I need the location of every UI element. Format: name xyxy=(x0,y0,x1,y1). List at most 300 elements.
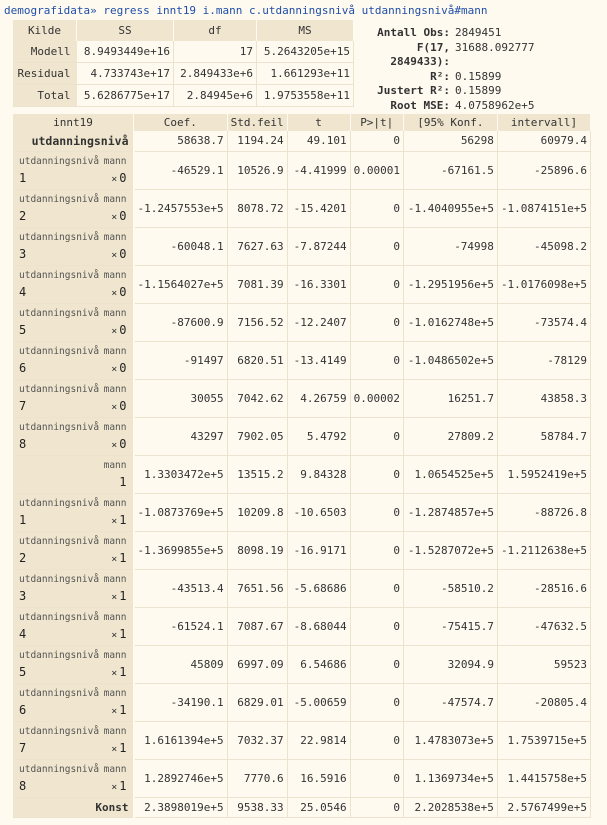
interaction-var1-level: 1 xyxy=(19,512,27,527)
prompt-arrow: » xyxy=(90,4,97,17)
ci-high-value: -1.0176098e+5 xyxy=(497,265,590,303)
command-text: regress innt19 i.mann c.utdanningsnivå utdanningsnivå#mann xyxy=(103,4,488,17)
coef-row xyxy=(13,607,591,645)
interaction-var1-name: utdanningsnivå xyxy=(19,307,100,319)
ci-high-value: -20805.4 xyxy=(497,683,590,721)
times-sign: × xyxy=(111,515,118,527)
interaction-var2-level xyxy=(111,361,126,375)
interaction-var1-level: 8 xyxy=(19,436,27,451)
coef-row-label xyxy=(13,569,134,607)
interaction-var1-name: utdanningsnivå xyxy=(19,611,100,623)
variable-name: utdanningsnivå xyxy=(31,133,129,148)
ci-low-value: 1.4783073e+5 xyxy=(403,721,497,759)
coef-row xyxy=(13,131,591,151)
p-value: 0 xyxy=(350,189,403,227)
p-value: 0 xyxy=(350,493,403,531)
ci-low-value: -75415.7 xyxy=(403,607,497,645)
p-value: 0 xyxy=(350,607,403,645)
std-error-value: 7081.39 xyxy=(227,265,287,303)
t-value: 9.84328 xyxy=(287,455,350,493)
interaction-var2-level-text: 0 xyxy=(119,360,127,375)
interaction-var2-name: mann xyxy=(103,763,127,775)
t-value: 25.0546 xyxy=(287,797,350,817)
ci-low-value: -1.4040955e+5 xyxy=(403,189,497,227)
times-sign: × xyxy=(111,553,118,565)
std-error-value: 10526.9 xyxy=(227,151,287,189)
t-value: 22.9814 xyxy=(287,721,350,759)
interaction-var1-name: utdanningsnivå xyxy=(19,763,100,775)
coef-row xyxy=(13,493,591,531)
anova-row-label: Modell xyxy=(13,41,77,63)
ci-high-value: 58784.7 xyxy=(497,417,590,455)
t-value: -15.4201 xyxy=(287,189,350,227)
coef-value: -1.0873769e+5 xyxy=(134,493,228,531)
ci-low-value: 16251.7 xyxy=(403,379,497,417)
p-value: 0 xyxy=(350,131,403,151)
anova-ms: 1.9753558e+11 xyxy=(257,85,354,107)
interaction-var1-level: 3 xyxy=(19,588,27,603)
t-value: 49.101 xyxy=(287,131,350,151)
interaction-var1-name: utdanningsnivå xyxy=(19,421,100,433)
p-value: 0 xyxy=(350,683,403,721)
t-value: -12.2407 xyxy=(287,303,350,341)
coef-value: -91497 xyxy=(134,341,228,379)
ci-high-value: 1.5952419e+5 xyxy=(497,455,590,493)
coef-row xyxy=(13,303,591,341)
coef-row-label xyxy=(13,379,134,417)
interaction-var2-level xyxy=(111,551,126,565)
anova-ss: 8.9493449e+16 xyxy=(77,41,174,63)
ci-low-value: -1.2951956e+5 xyxy=(403,265,497,303)
std-error-value: 7902.05 xyxy=(227,417,287,455)
interaction-var2-level-text: 1 xyxy=(119,778,127,793)
stat-value: 0.15899 xyxy=(455,69,502,83)
p-value: 0 xyxy=(350,455,403,493)
interaction-var2-level xyxy=(111,779,126,793)
interaction-var2-name: mann xyxy=(103,535,127,547)
interaction-var1-level: 3 xyxy=(19,246,27,261)
std-error-value: 7627.63 xyxy=(227,227,287,265)
p-value: 0 xyxy=(350,341,403,379)
coef-row-label xyxy=(13,721,134,759)
coef-row xyxy=(13,455,591,493)
anova-row-label: Total xyxy=(13,85,77,107)
ci-high-value: 60979.4 xyxy=(497,131,590,151)
prompt-label: demografidata xyxy=(4,4,91,17)
interaction-var1-name: utdanningsnivå xyxy=(19,231,100,243)
t-value: 6.54686 xyxy=(287,645,350,683)
p-value: 0 xyxy=(350,569,403,607)
std-error-value: 6997.09 xyxy=(227,645,287,683)
coef-header-ci-high: intervall] xyxy=(497,114,590,131)
coef-row-label xyxy=(13,645,134,683)
ci-high-value: 1.7539715e+5 xyxy=(497,721,590,759)
interaction-var2-name: mann xyxy=(103,383,127,395)
ci-low-value: 56298 xyxy=(403,131,497,151)
command-line xyxy=(4,4,487,18)
ci-high-value: -45098.2 xyxy=(497,227,590,265)
ci-high-value: -47632.5 xyxy=(497,607,590,645)
ci-low-value: 2.2028538e+5 xyxy=(403,797,497,817)
anova-df: 2.849433e+6 xyxy=(174,63,257,85)
interaction-var2-level xyxy=(111,323,126,337)
anova-df: 2.84945e+6 xyxy=(174,85,257,107)
coef-value: -1.2457553e+5 xyxy=(134,189,228,227)
ci-low-value: 27809.2 xyxy=(403,417,497,455)
ci-high-value: -25896.6 xyxy=(497,151,590,189)
times-sign: × xyxy=(111,173,118,185)
coef-row-label xyxy=(13,417,134,455)
t-value: -16.9171 xyxy=(287,531,350,569)
factor-variable-name: mann xyxy=(103,459,127,471)
t-value: -8.68044 xyxy=(287,607,350,645)
coef-row-label xyxy=(13,131,134,151)
t-value: -4.41999 xyxy=(287,151,350,189)
t-value: -10.6503 xyxy=(287,493,350,531)
anova-ss: 4.733743e+17 xyxy=(77,63,174,85)
interaction-var2-level xyxy=(111,437,126,451)
interaction-var1-level: 7 xyxy=(19,740,27,755)
interaction-var2-name: mann xyxy=(103,155,127,167)
interaction-var2-level-text: 1 xyxy=(119,550,127,565)
interaction-var2-level xyxy=(111,285,126,299)
fit-statistics xyxy=(358,26,534,113)
ci-low-value: -47574.7 xyxy=(403,683,497,721)
interaction-var2-level-text: 1 xyxy=(119,512,127,527)
p-value: 0 xyxy=(350,265,403,303)
interaction-var1-level: 5 xyxy=(19,664,27,679)
coef-row-label xyxy=(13,607,134,645)
times-sign: × xyxy=(111,401,118,413)
ci-high-value: -78129 xyxy=(497,341,590,379)
coef-row xyxy=(13,721,591,759)
p-value: 0 xyxy=(350,645,403,683)
coef-value: 45809 xyxy=(134,645,228,683)
anova-header-df: df xyxy=(174,20,257,41)
interaction-var1-name: utdanningsnivå xyxy=(19,573,100,585)
interaction-var1-name: utdanningsnivå xyxy=(19,269,100,281)
anova-row xyxy=(13,41,354,63)
coef-row-label xyxy=(13,531,134,569)
t-value: 16.5916 xyxy=(287,759,350,797)
times-sign: × xyxy=(111,591,118,603)
std-error-value: 1194.24 xyxy=(227,131,287,151)
stat-value: 4.0758962e+5 xyxy=(455,98,535,112)
std-error-value: 7042.62 xyxy=(227,379,287,417)
p-value: 0 xyxy=(350,759,403,797)
interaction-var2-level xyxy=(111,399,126,413)
interaction-var1-level: 6 xyxy=(19,702,27,717)
coef-value: -43513.4 xyxy=(134,569,228,607)
anova-row-label: Residual xyxy=(13,63,77,85)
std-error-value: 7032.37 xyxy=(227,721,287,759)
interaction-var2-level xyxy=(111,665,126,679)
interaction-var2-name: mann xyxy=(103,611,127,623)
ci-low-value: -1.0486502e+5 xyxy=(403,341,497,379)
interaction-var2-level xyxy=(111,171,126,185)
interaction-var2-level-text: 1 xyxy=(119,588,127,603)
stat-key: Root MSE: xyxy=(390,98,450,112)
ci-low-value: -74998 xyxy=(403,227,497,265)
ci-high-value: 59523 xyxy=(497,645,590,683)
anova-df: 17 xyxy=(174,41,257,63)
times-sign: × xyxy=(111,439,118,451)
coef-row xyxy=(13,227,591,265)
coef-value: 43297 xyxy=(134,417,228,455)
ci-low-value: -67161.5 xyxy=(403,151,497,189)
coef-value: -46529.1 xyxy=(134,151,228,189)
interaction-var2-name: mann xyxy=(103,725,127,737)
coef-value: 58638.7 xyxy=(134,131,228,151)
coef-row xyxy=(13,531,591,569)
ci-high-value: 1.4415758e+5 xyxy=(497,759,590,797)
coef-value: -1.3699855e+5 xyxy=(134,531,228,569)
stat-value: 0.15899 xyxy=(455,84,502,97)
interaction-var2-name: mann xyxy=(103,421,127,433)
coef-row xyxy=(13,759,591,797)
t-value: -7.87244 xyxy=(287,227,350,265)
coef-header-se: Std.feil xyxy=(227,114,287,131)
stat-key: R²: xyxy=(430,69,450,83)
coef-row-label xyxy=(13,151,134,189)
std-error-value: 13515.2 xyxy=(227,455,287,493)
coef-row-label xyxy=(13,455,134,493)
std-error-value: 7651.56 xyxy=(227,569,287,607)
p-value: 0 xyxy=(350,721,403,759)
times-sign: × xyxy=(111,781,118,793)
std-error-value: 7087.67 xyxy=(227,607,287,645)
p-value: 0 xyxy=(350,303,403,341)
coef-value: 1.6161394e+5 xyxy=(134,721,228,759)
coef-row-label xyxy=(13,797,134,817)
p-value: 0 xyxy=(350,417,403,455)
coef-row-label xyxy=(13,265,134,303)
ci-low-value: -1.5287072e+5 xyxy=(403,531,497,569)
interaction-var2-name: mann xyxy=(103,193,127,205)
interaction-var1-name: utdanningsnivå xyxy=(19,687,100,699)
p-value: 0 xyxy=(350,797,403,817)
anova-ss: 5.6286775e+17 xyxy=(77,85,174,107)
times-sign: × xyxy=(111,211,118,223)
interaction-var2-level xyxy=(111,589,126,603)
times-sign: × xyxy=(111,743,118,755)
coef-row xyxy=(13,569,591,607)
std-error-value: 7770.6 xyxy=(227,759,287,797)
interaction-var2-name: mann xyxy=(103,649,127,661)
interaction-var2-name: mann xyxy=(103,269,127,281)
stat-value: 31688.092777 xyxy=(455,40,535,54)
coef-value: 1.3303472e+5 xyxy=(134,455,228,493)
interaction-var2-name: mann xyxy=(103,345,127,357)
interaction-var2-level xyxy=(111,209,126,223)
ci-low-value: 32094.9 xyxy=(403,645,497,683)
coef-row-label xyxy=(13,341,134,379)
anova-ms: 1.661293e+11 xyxy=(257,63,354,85)
coef-row xyxy=(13,341,591,379)
interaction-var2-level-text: 0 xyxy=(119,170,127,185)
interaction-var1-level: 2 xyxy=(19,550,27,565)
stat-key: Justert R²: xyxy=(377,84,450,97)
coef-value: -1.1564027e+5 xyxy=(134,265,228,303)
interaction-var2-level xyxy=(111,247,126,261)
coef-header-row xyxy=(13,114,591,131)
times-sign: × xyxy=(111,287,118,299)
anova-ms: 5.2643205e+15 xyxy=(257,41,354,63)
coef-header-t: t xyxy=(287,114,350,131)
times-sign: × xyxy=(111,667,118,679)
stat-value: 2849451 xyxy=(455,26,502,39)
std-error-value: 10209.8 xyxy=(227,493,287,531)
ci-low-value: -1.0162748e+5 xyxy=(403,303,497,341)
stat-row xyxy=(358,84,534,99)
interaction-var1-level: 1 xyxy=(19,170,27,185)
interaction-var2-level xyxy=(111,513,126,527)
t-value: -13.4149 xyxy=(287,341,350,379)
interaction-var1-name: utdanningsnivå xyxy=(19,535,100,547)
stat-row xyxy=(358,70,534,85)
coef-row xyxy=(13,417,591,455)
coef-header-p: P>|t| xyxy=(350,114,403,131)
interaction-var1-name: utdanningsnivå xyxy=(19,497,100,509)
stat-row xyxy=(358,99,534,114)
times-sign: × xyxy=(111,249,118,261)
coef-row-label xyxy=(13,227,134,265)
anova-header-ss: SS xyxy=(77,20,174,41)
ci-high-value: -28516.6 xyxy=(497,569,590,607)
interaction-var1-level: 6 xyxy=(19,360,27,375)
p-value: 0 xyxy=(350,227,403,265)
stat-row xyxy=(358,41,534,70)
t-value: 5.4792 xyxy=(287,417,350,455)
interaction-var2-name: mann xyxy=(103,573,127,585)
anova-row xyxy=(13,63,354,85)
coef-value: -87600.9 xyxy=(134,303,228,341)
ci-low-value: 1.0654525e+5 xyxy=(403,455,497,493)
ci-low-value: -1.2874857e+5 xyxy=(403,493,497,531)
anova-table xyxy=(13,20,354,107)
coef-row xyxy=(13,189,591,227)
anova-header-ms: MS xyxy=(257,20,354,41)
std-error-value: 8098.19 xyxy=(227,531,287,569)
interaction-var1-level: 7 xyxy=(19,398,27,413)
interaction-var2-level-text: 0 xyxy=(119,284,127,299)
coef-header-ci-low: [95% Konf. xyxy=(403,114,497,131)
coef-header-coef: Coef. xyxy=(134,114,228,131)
coefficient-table xyxy=(13,114,591,818)
anova-header-row xyxy=(13,20,354,41)
stat-row xyxy=(358,26,534,41)
coef-row xyxy=(13,379,591,417)
std-error-value: 7156.52 xyxy=(227,303,287,341)
ci-high-value: 43858.3 xyxy=(497,379,590,417)
std-error-value: 8078.72 xyxy=(227,189,287,227)
interaction-var2-level-text: 0 xyxy=(119,398,127,413)
interaction-var1-level: 2 xyxy=(19,208,27,223)
coef-value: 1.2892746e+5 xyxy=(134,759,228,797)
ci-high-value: -1.2112638e+5 xyxy=(497,531,590,569)
interaction-var1-name: utdanningsnivå xyxy=(19,345,100,357)
coef-row xyxy=(13,151,591,189)
interaction-var2-name: mann xyxy=(103,687,127,699)
std-error-value: 6829.01 xyxy=(227,683,287,721)
coef-row-label xyxy=(13,759,134,797)
anova-header-kilde: Kilde xyxy=(13,20,77,41)
coef-value: -61524.1 xyxy=(134,607,228,645)
interaction-var1-name: utdanningsnivå xyxy=(19,193,100,205)
coef-value: 30055 xyxy=(134,379,228,417)
p-value: 0 xyxy=(350,531,403,569)
coef-header-var: innt19 xyxy=(13,114,134,131)
ci-high-value: -73574.4 xyxy=(497,303,590,341)
interaction-var2-level xyxy=(111,627,126,641)
interaction-var2-level-text: 0 xyxy=(119,322,127,337)
t-value: -5.00659 xyxy=(287,683,350,721)
interaction-var2-level-text: 1 xyxy=(119,664,127,679)
interaction-var1-level: 5 xyxy=(19,322,27,337)
interaction-var2-level-text: 0 xyxy=(119,436,127,451)
p-value: 0.00002 xyxy=(350,379,403,417)
interaction-var2-name: mann xyxy=(103,497,127,509)
coef-row xyxy=(13,797,591,817)
coef-row-label xyxy=(13,493,134,531)
interaction-var2-level-text: 0 xyxy=(119,246,127,261)
times-sign: × xyxy=(111,363,118,375)
times-sign: × xyxy=(111,705,118,717)
ci-high-value: -1.0874151e+5 xyxy=(497,189,590,227)
coef-row-label xyxy=(13,189,134,227)
coef-value: -60048.1 xyxy=(134,227,228,265)
interaction-var2-level xyxy=(111,741,126,755)
constant-label: Konst xyxy=(95,800,129,814)
interaction-var2-name: mann xyxy=(103,307,127,319)
interaction-var2-level-text: 1 xyxy=(119,702,127,717)
interaction-var1-level: 4 xyxy=(19,284,27,299)
coef-row xyxy=(13,683,591,721)
ci-low-value: 1.1369734e+5 xyxy=(403,759,497,797)
coef-row-label xyxy=(13,683,134,721)
t-value: -16.3301 xyxy=(287,265,350,303)
t-value: -5.68686 xyxy=(287,569,350,607)
stat-key: F(17, 2849433): xyxy=(390,40,450,68)
coef-row-label xyxy=(13,303,134,341)
std-error-value: 9538.33 xyxy=(227,797,287,817)
interaction-var1-level: 8 xyxy=(19,778,27,793)
ci-high-value: 2.5767499e+5 xyxy=(497,797,590,817)
coef-row xyxy=(13,265,591,303)
coef-value: -34190.1 xyxy=(134,683,228,721)
interaction-var1-name: utdanningsnivå xyxy=(19,725,100,737)
interaction-var2-name: mann xyxy=(103,231,127,243)
ci-low-value: -58510.2 xyxy=(403,569,497,607)
interaction-var1-name: utdanningsnivå xyxy=(19,155,100,167)
interaction-var1-level: 4 xyxy=(19,626,27,641)
anova-row xyxy=(13,85,354,107)
ci-high-value: -88726.8 xyxy=(497,493,590,531)
interaction-var2-level xyxy=(111,703,126,717)
times-sign: × xyxy=(111,629,118,641)
stat-key: Antall Obs: xyxy=(377,26,450,39)
interaction-var2-level-text: 0 xyxy=(119,208,127,223)
coef-row xyxy=(13,645,591,683)
t-value: 4.26759 xyxy=(287,379,350,417)
std-error-value: 6820.51 xyxy=(227,341,287,379)
interaction-var1-name: utdanningsnivå xyxy=(19,649,100,661)
coef-value: 2.3898019e+5 xyxy=(134,797,228,817)
times-sign: × xyxy=(111,325,118,337)
factor-level: 1 xyxy=(119,474,127,489)
p-value: 0.00001 xyxy=(350,151,403,189)
interaction-var1-name: utdanningsnivå xyxy=(19,383,100,395)
